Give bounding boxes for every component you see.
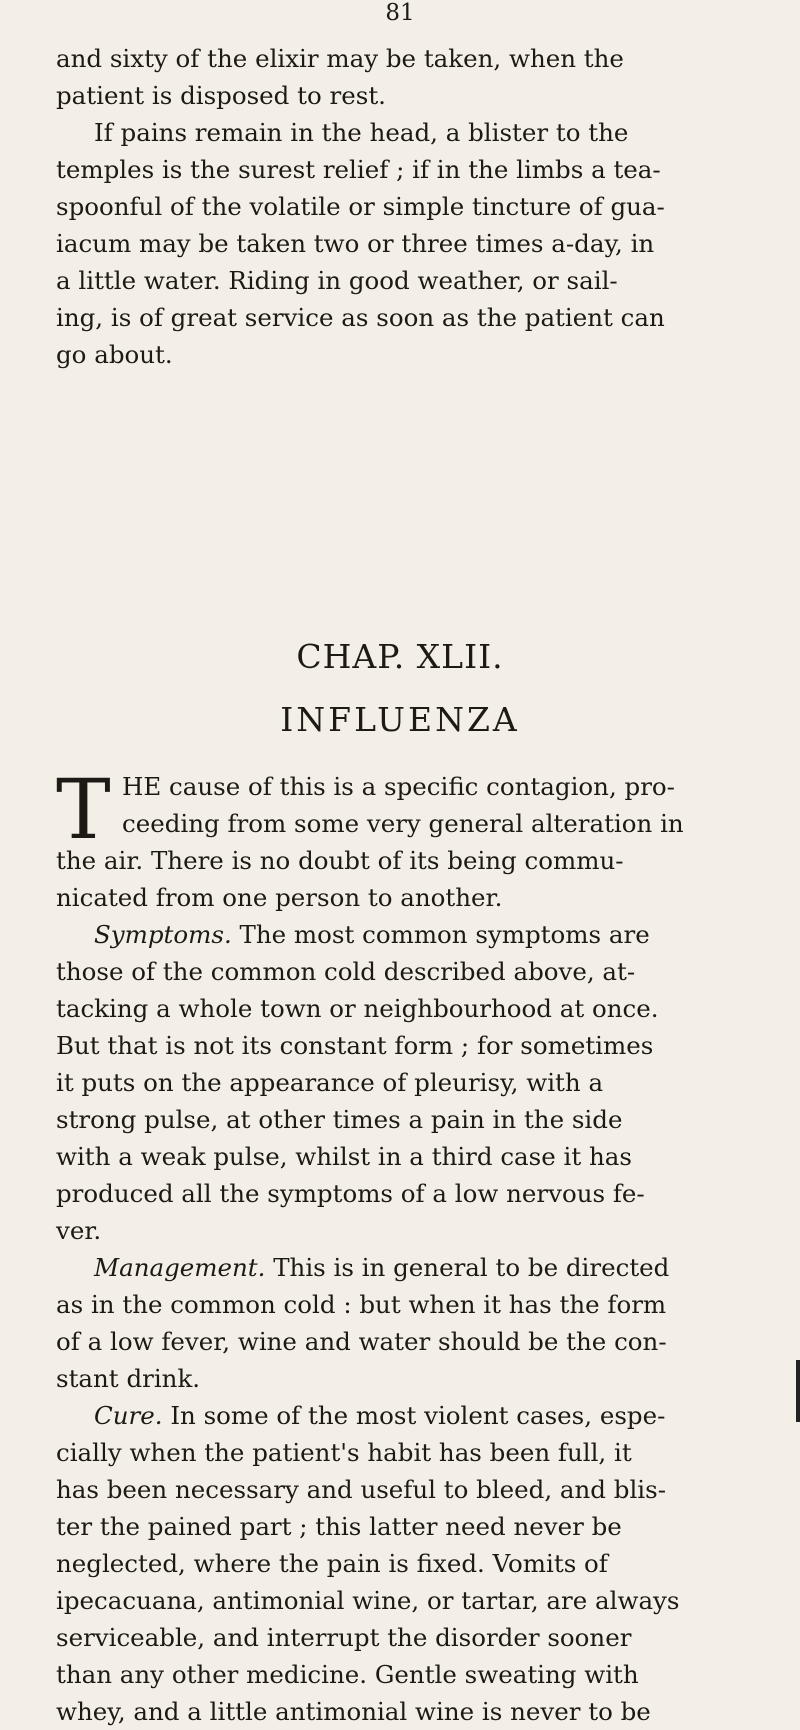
text-line: and sixty of the elixir may be taken, when the — [56, 44, 624, 73]
text-line: ceeding from some very general alteration in — [122, 809, 684, 838]
text-line: ipecacuana, antimonial wine, or tartar, are always — [56, 1586, 680, 1615]
text-line: temples is the surest relief ; if in the limbs a tea- — [56, 155, 661, 184]
symptoms-label: Symptoms. — [94, 920, 232, 949]
text-line: it puts on the appearance of pleurisy, with a — [56, 1068, 604, 1097]
cure-label: Cure. — [94, 1401, 163, 1430]
symptoms-first-line: Symptoms. The most common symptoms are — [94, 920, 650, 949]
chapter-title: INFLUENZA — [280, 700, 520, 739]
body-paragraph — [56, 842, 716, 1730]
text-line: a little water. Riding in good weather, or sail- — [56, 266, 618, 295]
text-line: patient is disposed to rest. — [56, 81, 386, 110]
management-first-line: Management. This is in general to be directed — [94, 1253, 670, 1282]
text-line: iacum may be taken two or three times a-day, in — [56, 229, 655, 258]
management-label: Management. — [94, 1253, 266, 1282]
text-line: with a weak pulse, whilst in a third case it has — [56, 1142, 632, 1171]
chapter-heading: CHAP. XLII. — [296, 637, 504, 676]
text-line: has been necessary and useful to bleed, and blis- — [56, 1475, 666, 1504]
text-line: HE cause of this is a specific contagion, pro- — [122, 772, 675, 801]
text-line: strong pulse, at other times a pain in the side — [56, 1105, 623, 1134]
text-line: than any other medicine. Gentle sweating with — [56, 1660, 639, 1689]
text-line: ver. — [56, 1216, 102, 1245]
page-number: 81 — [385, 0, 415, 26]
cure-first-line: Cure. In some of the most violent cases, espe- — [94, 1401, 666, 1430]
text-line: nicated from one person to another. — [56, 883, 503, 912]
drop-cap: T — [56, 763, 111, 858]
page-edge-shadow — [796, 1360, 800, 1422]
text-line: spoonful of the volatile or simple tincture of gua- — [56, 192, 665, 221]
text-line: ter the pained part ; this latter need never be — [56, 1512, 622, 1541]
text-line: ing, is of great service as soon as the patient can — [56, 303, 665, 332]
text-line: of a low fever, wine and water should be the con- — [56, 1327, 667, 1356]
text-line: serviceable, and interrupt the disorder sooner — [56, 1623, 632, 1652]
text-line: go about. — [56, 340, 173, 369]
text-line: cially when the patient's habit has been full, it — [56, 1438, 632, 1467]
text-line: But that is not its constant form ; for sometimes — [56, 1031, 654, 1060]
top-paragraph — [56, 40, 716, 373]
text-line: produced all the symptoms of a low nervous fe- — [56, 1179, 645, 1208]
intro-lines — [122, 768, 722, 842]
text-line: the air. There is no doubt of its being commu- — [56, 846, 624, 875]
text-line: stant drink. — [56, 1364, 201, 1393]
text-line: as in the common cold : but when it has the form — [56, 1290, 667, 1319]
text-line: whey, and a little antimonial wine is never to be — [56, 1697, 651, 1726]
text-line: If pains remain in the head, a blister to the — [94, 118, 629, 147]
text-line: those of the common cold described above, at- — [56, 957, 636, 986]
text-line: tacking a whole town or neighbourhood at once. — [56, 994, 659, 1023]
text-line: neglected, where the pain is fixed. Vomits of — [56, 1549, 608, 1578]
